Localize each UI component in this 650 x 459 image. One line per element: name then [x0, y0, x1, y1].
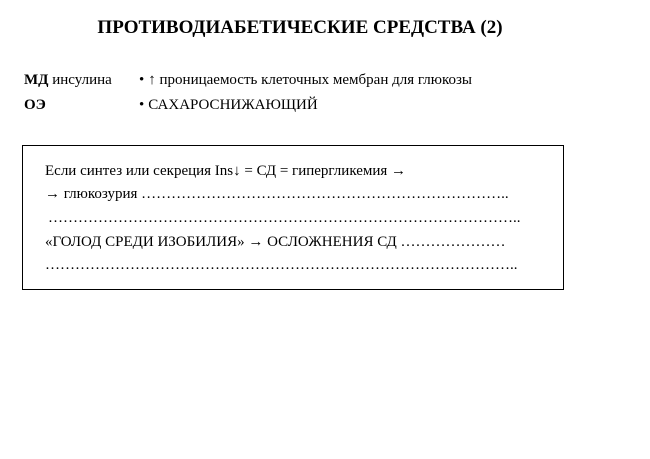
box-line-4: «ГОЛОД СРЕДИ ИЗОБИЛИЯ» → ОСЛОЖНЕНИЯ СД …………………	[45, 234, 506, 250]
fill-in-box	[22, 145, 564, 290]
box-line-3: …………………………………………………………………………………..	[48, 210, 521, 226]
effect-text: САХАРОСНИЖАЮЩИЙ	[148, 97, 318, 113]
effect-label	[24, 97, 46, 114]
mechanism-text: ↑ проницаемость клеточных мембран для глюкозы	[148, 72, 472, 88]
mechanism-label	[24, 72, 112, 89]
box-line-1: Если синтез или секреция Ins↓ = СД = гипергликемия →	[45, 163, 407, 179]
bullet-icon: •	[139, 97, 145, 113]
box-line-2: → глюкозурия ………………………………………………………………..	[45, 186, 509, 202]
mechanism-label-rest: инсулина	[48, 72, 112, 88]
page-title: ПРОТИВОДИАБЕТИЧЕСКИЕ СРЕДСТВА (2)	[97, 17, 503, 38]
effect-value	[139, 97, 318, 114]
bullet-icon: •	[139, 72, 145, 88]
mechanism-value	[139, 72, 472, 89]
box-line-5: …………………………………………………………………………………..	[45, 257, 518, 273]
effect-label-abbr: ОЭ	[24, 97, 46, 113]
mechanism-label-abbr: МД	[24, 72, 49, 88]
